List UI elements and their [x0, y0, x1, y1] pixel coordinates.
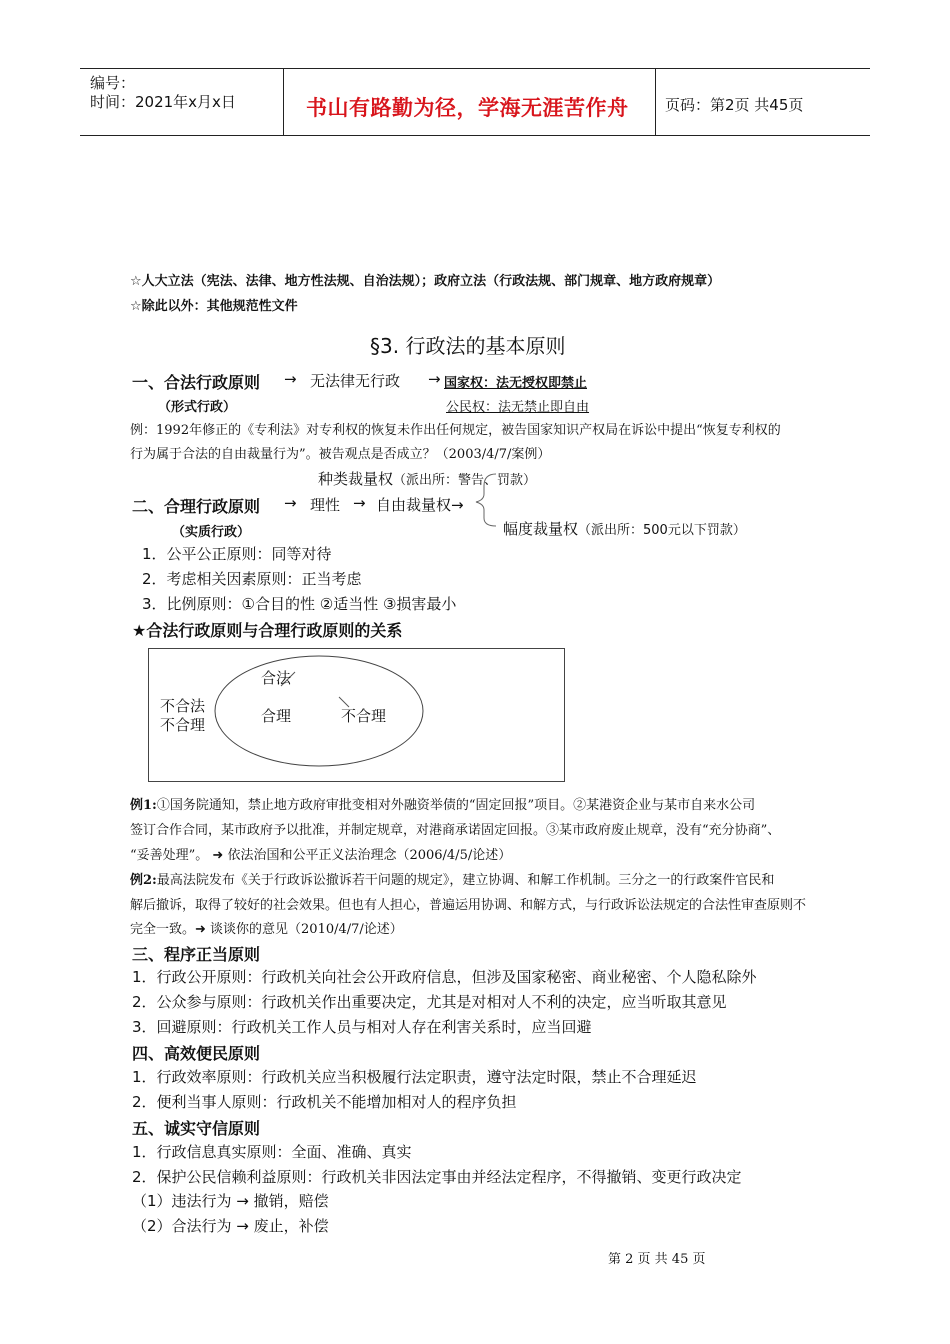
example1-line3: “妥善处理”。 ➜ 依法治国和公平正义法治理念（2006/4/5/论述）	[130, 848, 512, 863]
principle1-branch1: 国家权：法无授权即禁止	[444, 376, 588, 391]
principle4-title: 四、高效便民原则	[132, 1044, 261, 1063]
example2-line2: 解后撤诉，取得了较好的社会效果。但也有人担心，普遍运用协调、和解方式，与行政诉讼法规定的合法性审查原则不	[130, 898, 807, 913]
principle1-text1: 无法律无行政	[310, 372, 401, 390]
note-line-1: ☆人大立法（宪法、法律、地方性法规、自治法规）；政府立法（行政法规、部门规章、地方政府规章）	[130, 274, 721, 289]
example1-line1: 例1:①国务院通知，禁止地方政府审批变相对外融资举债的“固定回报”项目。②某港资企业与某市自来水公司	[130, 798, 756, 813]
page-label: 页码：第2页 共45页	[665, 96, 804, 114]
principle3-item-1: 1．行政公开原则：行政机关向社会公开政府信息，但涉及国家秘密、商业秘密、个人隐私除外	[132, 968, 757, 986]
principle2-text1: 理性	[310, 496, 341, 514]
principle1-arrow2: →	[428, 370, 441, 388]
example2-label: 例2:	[130, 873, 157, 888]
principle2-item-3: 3．比例原则：①合目的性 ②适当性 ③损害最小	[142, 595, 457, 613]
principle3-title: 三、程序正当原则	[132, 945, 261, 964]
principle1-branch2: 公民权：法无禁止即自由	[446, 400, 590, 415]
example2-line3: 完全一致。➜ 谈谈你的意见（2010/4/7/论述）	[130, 922, 403, 937]
bottom-branch-main: 幅度裁量权	[503, 520, 579, 538]
principle2-title: 二、合理行政原则	[132, 497, 261, 516]
principle2-arrow2: →	[353, 494, 366, 512]
principle1-title: 一、合法行政原则	[132, 373, 261, 392]
principle1-sub: （形式行政）	[158, 400, 237, 415]
brace-icon	[470, 470, 500, 530]
top-branch-note: （派出所：警告、罚款）	[393, 473, 537, 488]
principle5-item-1: 1．行政信息真实原则：全面、准确、真实	[132, 1143, 412, 1161]
top-branch-main: 种类裁量权	[318, 470, 394, 488]
principle5-item-3: （1）违法行为 → 撤销，赔偿	[132, 1192, 329, 1210]
principle2-text2: 自由裁量权→	[376, 496, 464, 514]
header-divider-right	[655, 68, 656, 136]
label-illegal-line2: 不合理	[160, 716, 206, 734]
principle2-item-1: 1．公平公正原则：同等对待	[142, 545, 332, 563]
time-label: 时间：2021年x月x日	[90, 93, 236, 111]
relation-title: ★合法行政原则与合理行政原则的关系	[132, 621, 403, 640]
principle2-top-branch	[318, 468, 536, 489]
principle3-item-3: 3．回避原则：行政机关工作人员与相对人存在利害关系时，应当回避	[132, 1018, 592, 1036]
principle4-item-2: 2．便利当事人原则：行政机关不能增加相对人的程序负担	[132, 1093, 517, 1111]
label-legal: 合法	[261, 669, 292, 687]
principle3-item-2: 2．公众参与原则：行政机关作出重要决定，尤其是对相对人不利的决定，应当听取其意见	[132, 993, 727, 1011]
label-illegal-line1: 不合法	[160, 697, 206, 715]
section-title: §3. 行政法的基本原则	[370, 334, 566, 358]
page-footer: 第 2 页 共 45 页	[608, 1252, 706, 1267]
example-patent-line2: 行为属于合法的自由裁量行为”。被告观点是否成立？（2003/4/7/案例）	[130, 447, 551, 462]
code-label: 编号：	[90, 74, 136, 92]
example-patent-line1: 例：1992年修正的《专利法》对专利权的恢复未作出任何规定，被告国家知识产权局在诉讼中提出“恢复专利权的	[130, 423, 781, 438]
principle5-item-4: （2）合法行为 → 废止，补偿	[132, 1217, 329, 1235]
note-line-2: ☆除此以外：其他规范性文件	[130, 299, 298, 314]
principle1-arrow1: →	[284, 370, 297, 388]
example2-line1: 例2:最高法院发布《关于行政诉讼撤诉若干问题的规定》，建立协调、和解工作机制。三分之一的行政案件官民和	[130, 873, 775, 888]
motto: 书山有路勤为径，学海无涯苦作舟	[306, 96, 629, 120]
principle2-bottom-branch	[503, 518, 746, 539]
header-top-border	[80, 68, 870, 69]
principle2-item-2: 2．考虑相关因素原则：正当考虑	[142, 570, 362, 588]
header-bottom-border	[80, 135, 870, 136]
principle5-item-2: 2．保护公民信赖利益原则：行政机关非因法定事由并经法定程序，不得撤销、变更行政决定	[132, 1168, 742, 1186]
label-reasonable: 合理	[261, 707, 292, 725]
relation-diagram	[148, 648, 565, 782]
example1-label: 例1:	[130, 798, 157, 813]
principle2-arrow1: →	[284, 494, 297, 512]
example1-line2: 签订合作合同，某市政府予以批准，并制定规章，对港商承诺固定回报。③某市政府废止规章，没有“充分协商”、	[130, 823, 781, 838]
label-unreasonable: 不合理	[341, 707, 387, 725]
principle4-item-1: 1．行政效率原则：行政机关应当积极履行法定职责，遵守法定时限，禁止不合理延迟	[132, 1068, 697, 1086]
header-divider-left	[283, 68, 284, 136]
principle2-sub: （实质行政）	[172, 525, 251, 540]
bottom-branch-note: （派出所：500元以下罚款）	[578, 523, 746, 538]
principle5-title: 五、诚实守信原则	[132, 1119, 261, 1138]
